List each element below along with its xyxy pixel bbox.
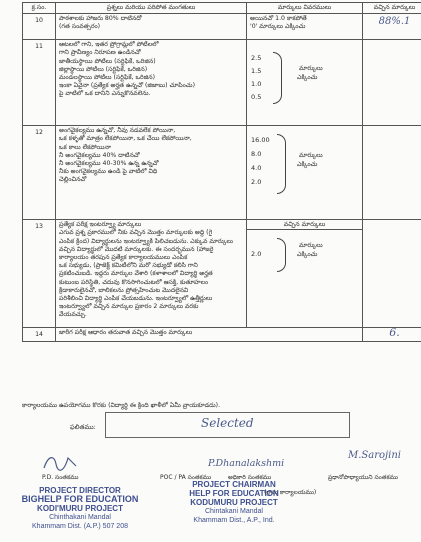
headmaster-signature-label: అధికారి సంతకము bbox=[228, 474, 272, 481]
office-use-note: కార్యాలయము ఉపయోగము కొరకు (విద్యార్థి ఈ క్రింది ఖాళీలో ఏమీ వ్రాయకూడదు). bbox=[22, 402, 221, 409]
stamp-line: PROJECT CHAIRMAN bbox=[192, 480, 276, 489]
marks-value: 16.00 bbox=[251, 136, 270, 145]
criteria-line: పాఠశాలకు హాజరు 80% దాటినదో bbox=[59, 15, 142, 23]
criteria-line: ఆటలలో గాని, ఇతర ప్రోగ్రామ్లలో పోటీలలో bbox=[59, 41, 159, 49]
criteria-line: పరిశీలించి విద్యార్థి ఎంపిక చేయబడును. ఇంటర్వ్యూలో ఉత్తీర్ణులు bbox=[59, 295, 213, 303]
marks-value: 8.0 bbox=[251, 150, 262, 159]
row-sno: 12 bbox=[23, 126, 56, 220]
marks-note: ఎక్కించు bbox=[297, 251, 318, 259]
row-sno: 13 bbox=[23, 220, 56, 328]
secretary-signature: M.Sarojini bbox=[348, 450, 401, 461]
row-criteria bbox=[56, 328, 363, 342]
stamp-line: Khammam Dist. (A.P.) 507 208 bbox=[32, 523, 128, 530]
row-awarded bbox=[363, 14, 421, 40]
col-header-criteria: ప్రశ్నలు మరియు పరిపోత మంగతులు bbox=[56, 3, 247, 14]
criteria-line: ఒక సభ్యుడు, (ప్రాజెక్ట్ కమిటీలోని మరో సభ్యుడో కలిసి గాని bbox=[59, 262, 198, 270]
criteria-line: క్రీడాకారులైనచో, బాలికలను ప్రోత్సహించుట మొదలైనవి bbox=[59, 286, 189, 294]
marks-note: మార్కులు bbox=[299, 242, 323, 250]
row-sno: 14 bbox=[23, 328, 56, 342]
marks-value: 2.5 bbox=[251, 54, 262, 63]
marks-value: 1.0 bbox=[251, 80, 262, 89]
table-row bbox=[23, 14, 421, 40]
marks-value: 0.5 bbox=[251, 93, 262, 102]
criteria-line: వేయవచ్చు. bbox=[59, 311, 87, 319]
total-marks-handwritten: 6. bbox=[389, 326, 400, 340]
criteria-line: కార్యాలయం తరపున ప్రత్యేక కార్యాలయములు ఎంపిక bbox=[59, 254, 188, 262]
headmaster-signature-sub: (గ్రామ కార్యాలయము) bbox=[264, 489, 317, 496]
row-awarded bbox=[363, 40, 421, 126]
marks-table bbox=[22, 2, 421, 342]
criteria-line: అంగవైకల్యము ఉన్నచో, నీవు నడవలేక పోయినా, bbox=[59, 127, 176, 135]
brace-bracket bbox=[277, 134, 286, 194]
pd-signature-label: P.D. సంతకము bbox=[42, 474, 79, 481]
col-header-sno: క్ర.సం. bbox=[23, 3, 56, 14]
criteria-line: నీ అంగవైకల్యము 40-30% ఉన్న ఉన్నచో bbox=[59, 160, 159, 168]
col-header-awarded: వచ్చిన మార్కులు bbox=[363, 3, 421, 14]
criteria-line: ఇంకా ఏవైనా (ప్రత్యేక అర్హత ఉన్నచో (జిజాబు) చూపించు) bbox=[59, 82, 195, 90]
row-sno: 11 bbox=[23, 40, 56, 126]
row-marks-detail bbox=[247, 126, 363, 220]
stamp-line: Chinthakani Mandal bbox=[49, 514, 111, 521]
criteria-line: ఇంటర్వ్యూలో వచ్చిన మార్కుల ప్రకారం 2 మార్కులు వరకు bbox=[59, 303, 199, 311]
marks-value: 4.0 bbox=[251, 164, 262, 173]
stamp-line: HELP FOR EDUCATION bbox=[189, 489, 279, 498]
criteria-line: పై వాటిలో ఒక దానిని ఎన్నుకొనవలెను. bbox=[59, 90, 151, 98]
criteria-line: చెల్లించినచో bbox=[59, 176, 87, 184]
table-row bbox=[23, 126, 421, 220]
criteria-line: జాతీయస్థాయి పోటీలు (సర్టిఫికే, ఒరిజిన) bbox=[59, 57, 156, 65]
result-box bbox=[105, 412, 350, 438]
marks-line: అయినచో 1.0 కాకపోతే bbox=[250, 15, 307, 23]
criteria-line: గాని ప్రావీణ్యం నిరూపణ ఉండినచో bbox=[59, 49, 141, 57]
criteria-line: ఎంపిక క్రింద) విద్యార్థులను ఇంటర్వ్యూకి పిలిచబడును. ఎక్కువ మార్కులు bbox=[59, 237, 233, 245]
criteria-line: జారీగ పరీక్ష ఆధారం తరువాత వచ్చిన మొత్తం మార్కులు bbox=[59, 329, 193, 337]
marks-line: '0' మార్కులు ఎక్కించు bbox=[250, 23, 306, 31]
row-criteria bbox=[56, 40, 247, 126]
table-row bbox=[23, 328, 421, 342]
brace-bracket bbox=[273, 52, 282, 104]
marks-value: 2.0 bbox=[251, 250, 262, 259]
secretary-signature-label: ప్రధానోపాధ్యాయుని సంతకము bbox=[328, 474, 399, 481]
stamp-line: BIGHELP FOR EDUCATION bbox=[21, 495, 139, 504]
table-row bbox=[23, 220, 421, 328]
criteria-line: ఒక కాలు లేకపోయినా bbox=[59, 143, 111, 151]
marks-value: 1.5 bbox=[251, 67, 262, 76]
row-sno: 10 bbox=[23, 14, 56, 40]
stamp-line: PROJECT DIRECTOR bbox=[39, 486, 121, 495]
marks-note: ఎక్కించు bbox=[297, 161, 318, 169]
stamp-line: KODUMURU PROJECT bbox=[190, 498, 278, 507]
headmaster-signature: P.Dhanalakshmi bbox=[208, 458, 285, 469]
awarded-marks-handwritten: 88%.1 bbox=[378, 16, 411, 28]
result-label: ఫలితము: bbox=[70, 423, 96, 431]
row-criteria bbox=[56, 126, 247, 220]
row-awarded bbox=[363, 220, 421, 328]
marks-value: 2.0 bbox=[251, 178, 262, 187]
marks-note: ఎక్కించు bbox=[297, 74, 318, 82]
brace-bracket bbox=[277, 238, 286, 272]
row-criteria bbox=[56, 220, 247, 328]
criteria-line: నీ అంగవైకల్యము 40% దాటినచో bbox=[59, 151, 140, 159]
pd-signature-scribble bbox=[40, 452, 80, 474]
table-row bbox=[23, 40, 421, 126]
row-criteria bbox=[56, 14, 247, 40]
row-marks-detail bbox=[247, 220, 363, 328]
criteria-line: వచ్చిన విద్యార్థులో మొదటి మార్కులకు. ఈ సందర్భమున (హాజరై bbox=[59, 245, 214, 253]
row-marks-detail bbox=[247, 40, 363, 126]
marks-note: మార్కులు bbox=[299, 152, 323, 160]
marks-note: మార్కులు bbox=[299, 65, 323, 73]
criteria-line: ప్రత్యేక పరీక్ష ఇంటర్వ్యూ మార్కులు bbox=[59, 221, 142, 229]
stamp-line: Khammam Dist., A.P., Ind. bbox=[193, 517, 275, 524]
criteria-line: జిల్లాస్థాయి పోటీలు (సర్టిఫికే, ఒరిజిన) bbox=[59, 65, 148, 73]
criteria-line: (గత సంవత్సరం) bbox=[59, 23, 101, 31]
stamp-line: KODI'MURU PROJECT bbox=[37, 504, 123, 513]
criteria-line: ప్రకటించుబడి. ఇద్దరు మార్కుల వేశారి (కళాశాలలో విద్యార్థి అర్హత bbox=[59, 270, 213, 278]
marks-heading: వచ్చిన మార్కులు bbox=[247, 221, 362, 230]
row-awarded bbox=[363, 328, 421, 342]
criteria-line: మండలస్థాయి పోటీలు (సర్టిఫికే, ఒరిజిన) bbox=[59, 74, 155, 82]
criteria-line: నీకు అంగవైకల్యము ఉండి పై వాటిలో విధి bbox=[59, 168, 158, 176]
result-value-handwritten: Selected bbox=[201, 416, 254, 430]
project-chairman-stamp bbox=[170, 480, 298, 525]
criteria-line: కుటుంబ పరిస్థితి, చదువు కొనసాగించుటలో ఆసక్తి, కుతూహలం bbox=[59, 278, 209, 286]
criteria-line: ఒక కళ్ళతో మాత్రం లేకపోయినా, ఒక చేయి లేకపోయినా, bbox=[59, 135, 192, 143]
table-header-row bbox=[23, 3, 421, 14]
col-header-marks-detail: మార్కులు వివరములు bbox=[247, 3, 363, 14]
project-director-stamp bbox=[6, 486, 154, 531]
stamp-line: Chintakani Mandal bbox=[205, 508, 263, 515]
criteria-line: ఎగువ ప్రశ్న ప్రకారములో నీకు వచ్చిన మొత్తం మార్కులకు అద్ది (గై bbox=[59, 229, 213, 237]
row-marks-detail bbox=[247, 14, 363, 40]
row-awarded bbox=[363, 126, 421, 220]
poc-signature-label: POC / PA సంతకము bbox=[160, 474, 212, 481]
